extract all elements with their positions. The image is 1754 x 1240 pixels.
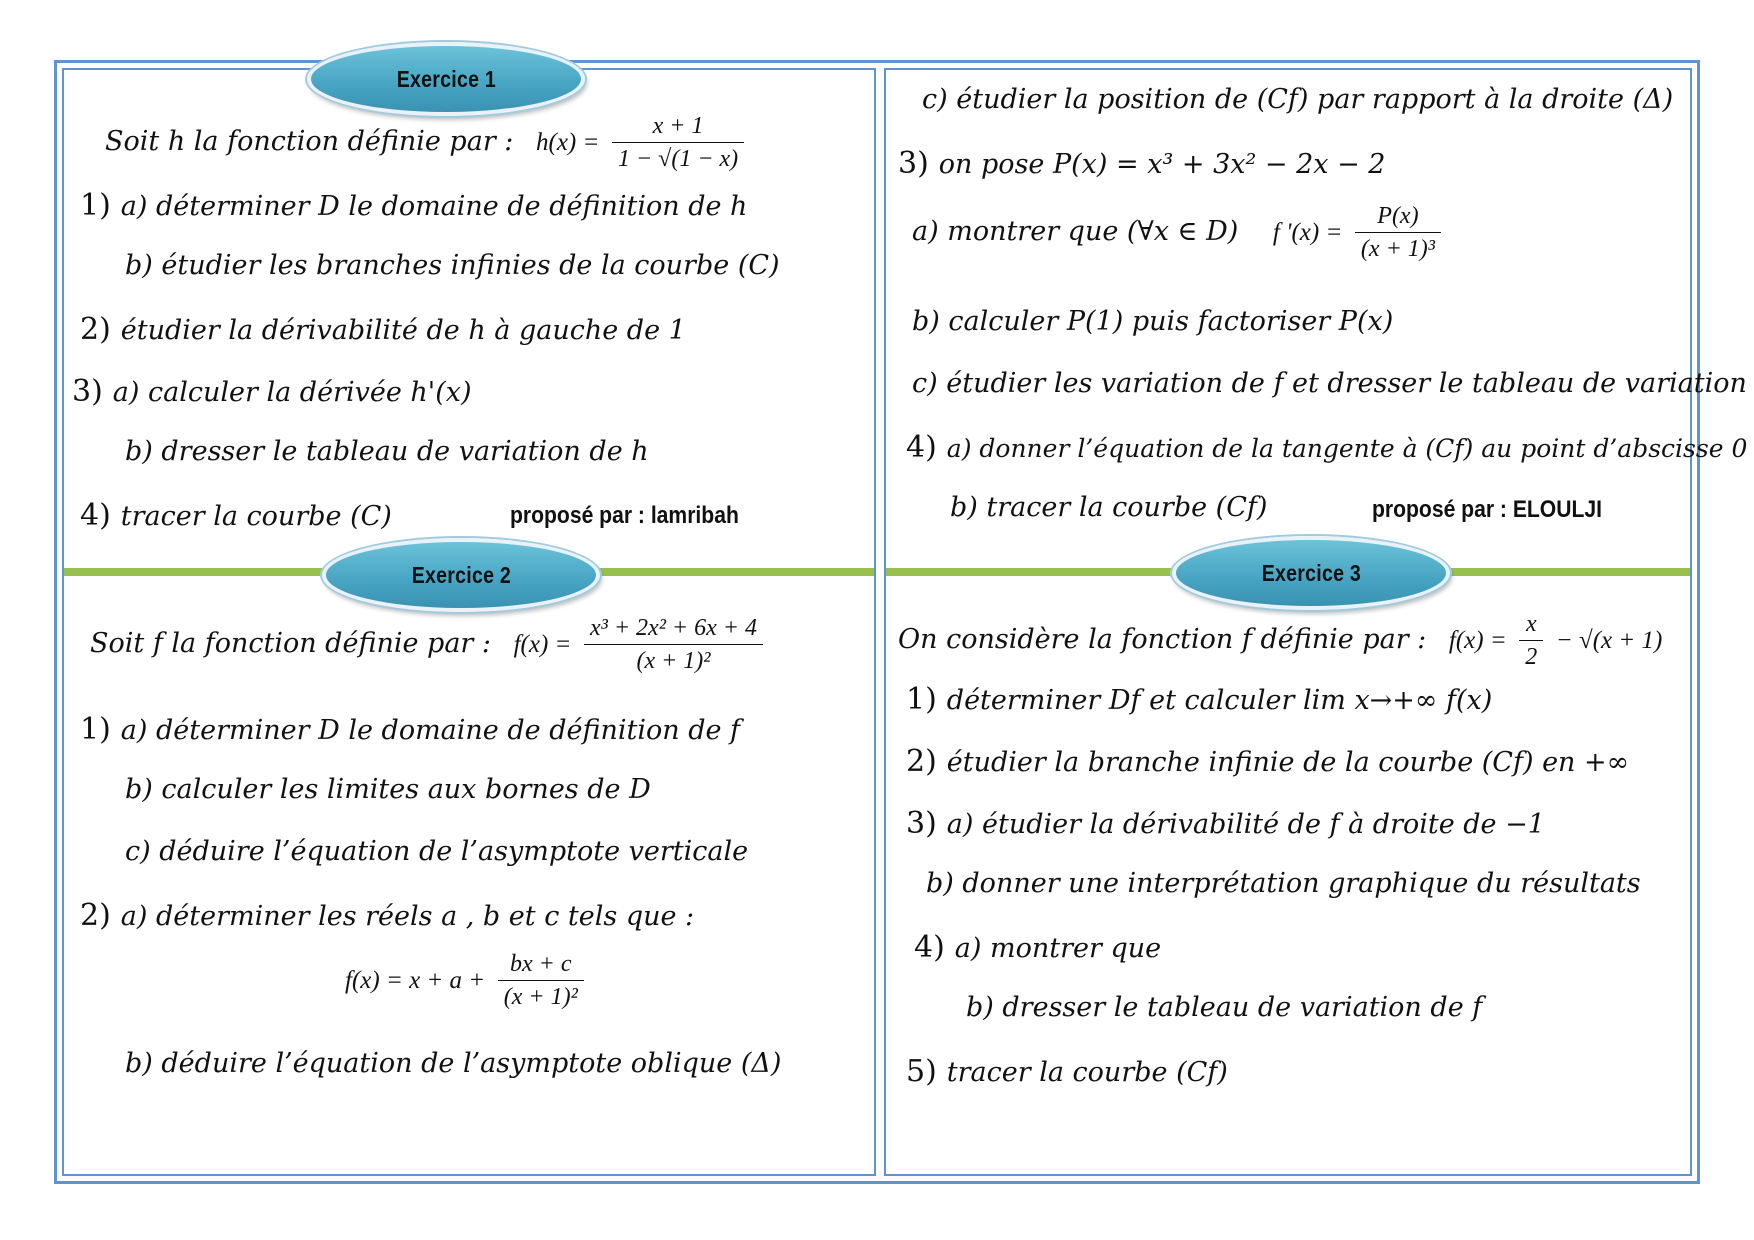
ex2-intro: Soit f la fonction définie par : f(x) = $\frac{\text{x³ + 2x² + 6x + 4}}{\text{(x + 1)²}}$	[90, 612, 767, 677]
ex2-q1c: c) déduire l’équation de l’asymptote verticale	[125, 836, 749, 867]
ex1-q2: 2) étudier la dérivabilité de h à gauche de 1	[80, 312, 686, 347]
ex2-q1b: b) calculer les limites aux bornes de D	[125, 774, 651, 805]
ex2-formula2: f(x) = x + a + $\frac{bx + c}{\text{(x + 1)²}}$	[345, 948, 588, 1013]
ex1-q3b: b) dresser le tableau de variation de h	[125, 436, 649, 467]
ex1-cont-q4b: b) tracer la courbe (Cf)	[950, 492, 1268, 523]
ex3-q4a: 4) a) montrer que	[914, 930, 1162, 965]
ex1-q3a: 3) a) calculer la dérivée h'(x)	[72, 374, 472, 409]
ex1-cont-q4a: 4) a) donner l’équation de la tangente à (Cf) au point d’abscisse 0	[906, 430, 1748, 465]
ex1-author: proposé par : lamribah	[510, 502, 739, 529]
ex3-q1: 1) déterminer Df et calculer lim x→+∞ f(x)	[906, 682, 1493, 717]
ex2-decomposition-fraction: $\frac{bx + c}{\text{(x + 1)²}}$	[498, 948, 584, 1013]
ex2-formula-fraction: $\frac{\text{x³ + 2x² + 6x + 4}}{\text{(x + 1)²}}$	[584, 612, 763, 677]
ex3-intro: On considère la fonction f définie par : f(x) = $\frac{x}{2}$ − √(x + 1)	[898, 608, 1662, 673]
exercice-2-badge: Exercice 2	[322, 538, 600, 612]
ex3-q4b: b) dresser le tableau de variation de f	[966, 992, 1483, 1023]
ex1-cont-q3a: a) montrer que (∀x ∈ D) f '(x) = $\frac{P(x)}{\text{(x + 1)³}}$	[912, 200, 1445, 265]
ex1-cont-q3: 3) on pose P(x) = x³ + 3x² − 2x − 2	[898, 146, 1386, 181]
ex1-cont-author: proposé par : ELOULJI	[1372, 496, 1603, 523]
ex1-cont-q3b: b) calculer P(1) puis factoriser P(x)	[912, 306, 1394, 337]
ex3-q2: 2) étudier la branche infinie de la courbe (Cf) en +∞	[906, 744, 1630, 779]
ex2-q2a: 2) a) déterminer les réels a , b et c tels que :	[80, 898, 695, 933]
exercice-1-badge: Exercice 1	[307, 42, 585, 116]
ex2-q2b: b) déduire l’équation de l’asymptote oblique (Δ)	[125, 1048, 782, 1079]
ex1-cont-q3c: c) étudier les variation de f et dresser le tableau de variation	[912, 368, 1747, 399]
ex1-cont-c: c) étudier la position de (Cf) par rapport à la droite (Δ)	[922, 84, 1674, 115]
ex2-q1a: 1) a) déterminer D le domaine de définition de f	[80, 712, 741, 747]
ex1-q4: 4) tracer la courbe (C)	[80, 498, 392, 533]
ex1-q1b: b) étudier les branches infinies de la courbe (C)	[125, 250, 780, 281]
ex1-formula-fraction: $\frac{x + 1}{1 - √(1 - x)}$	[612, 110, 744, 175]
ex3-formula-fraction: $\frac{x}{2}$	[1519, 608, 1543, 673]
exercice-3-badge: Exercice 3	[1172, 536, 1450, 610]
ex3-q5: 5) tracer la courbe (Cf)	[906, 1054, 1228, 1089]
ex3-q3a: 3) a) étudier la dérivabilité de f à droite de −1	[906, 806, 1545, 841]
ex1-intro: Soit h la fonction définie par : h(x) = $\frac{x + 1}{1 - √(1 - x)}$	[105, 110, 748, 175]
ex1-derivative-fraction: $\frac{P(x)}{\text{(x + 1)³}}$	[1355, 200, 1441, 265]
ex1-q1a: 1) a) déterminer D le domaine de définition de h	[80, 188, 748, 223]
ex3-q3b: b) donner une interprétation graphique du résultats	[926, 868, 1641, 899]
